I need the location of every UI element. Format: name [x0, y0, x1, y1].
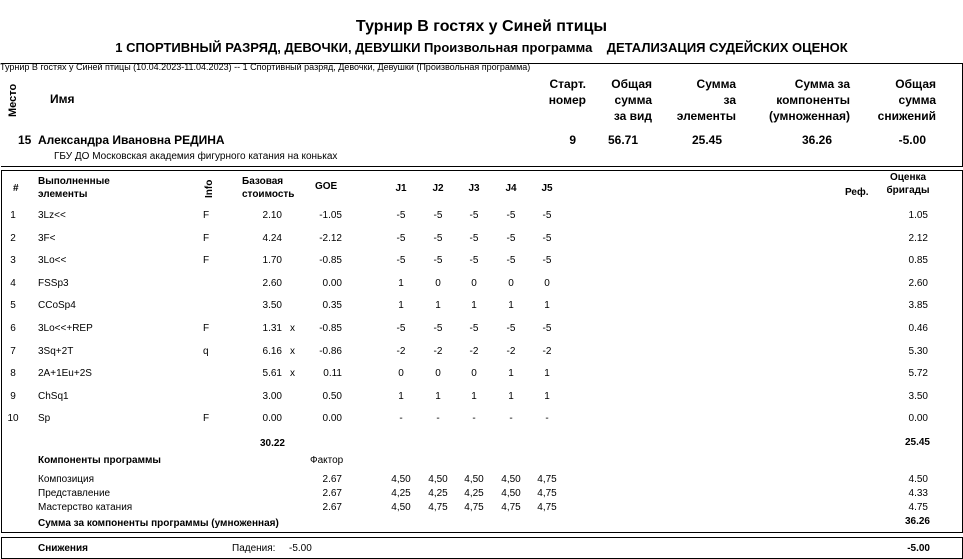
judge-score: -5: [433, 255, 443, 266]
judge-score: 1: [435, 300, 441, 311]
element-x-mark: x: [290, 346, 295, 357]
element-name: 3Sq+2T: [38, 346, 74, 357]
page-subtitle: 1 СПОРТИВНЫЙ РАЗРЯД, ДЕВОЧКИ, ДЕВУШКИ Произвольная программа ДЕТАЛИЗАЦИЯ СУДЕЙСКИХ ОЦЕНОК: [115, 40, 848, 55]
judge-header: J5: [541, 183, 553, 194]
skater-tes: 25.45: [691, 133, 722, 147]
judge-score: -5: [396, 233, 406, 244]
element-name: Sp: [38, 413, 51, 424]
judge-score: -5: [396, 255, 406, 266]
component-judge-score: 4,75: [537, 502, 557, 513]
judge-score: -2: [542, 346, 552, 357]
skater-deductions: -5.00: [898, 133, 926, 147]
base-value-header: Базовая стоимость: [242, 176, 295, 200]
judge-score: 0: [471, 368, 477, 379]
judge-score: 1: [435, 391, 441, 402]
component-score: 4.50: [908, 474, 928, 485]
element-number: 1: [10, 210, 16, 221]
component-judge-score: 4,25: [464, 488, 484, 499]
pcs-total: 36.26: [904, 516, 930, 527]
event-line: Турнир В гостях у Синей птицы (10.04.2023-11.04.2023) -- 1 Спортивный разряд, Девочки, Девушки (Произвольная программа): [0, 62, 531, 72]
element-name: 3Lo<<: [38, 255, 67, 266]
judge-score: 1: [398, 278, 404, 289]
ref-header: Реф.: [845, 187, 869, 198]
component-name: Композиция: [38, 474, 95, 485]
judge-score: -5: [433, 323, 443, 334]
judge-score: 0: [435, 278, 441, 289]
judge-score: -2: [469, 346, 479, 357]
element-number: 9: [10, 391, 16, 402]
element-name: FSSp3: [38, 278, 69, 289]
judge-score: -2: [433, 346, 443, 357]
element-goe: 0.00: [322, 413, 342, 424]
component-judge-score: 4,75: [464, 502, 484, 513]
component-judge-score: 4,75: [537, 474, 557, 485]
judge-score: 1: [508, 368, 514, 379]
judge-score: 1: [471, 300, 477, 311]
falls-value: -5.00: [289, 543, 312, 554]
element-number: 5: [10, 300, 16, 311]
element-base-value: 3.50: [262, 300, 282, 311]
element-name: 3F<: [38, 233, 56, 244]
element-name: 3Lo<<+REP: [38, 323, 93, 334]
component-judge-score: 4,25: [428, 488, 448, 499]
component-judge-score: 4,50: [391, 474, 411, 485]
element-base-value: 5.61: [262, 368, 282, 379]
skater-total: 56.71: [607, 133, 638, 147]
judge-score: -5: [542, 233, 552, 244]
tes-total: 25.45: [904, 437, 930, 448]
element-goe: -2.12: [319, 233, 342, 244]
judge-score: -5: [506, 323, 516, 334]
judge-score: -5: [433, 210, 443, 221]
element-number: 10: [7, 413, 19, 424]
element-x-mark: x: [290, 323, 295, 334]
element-panel-score: 0.85: [908, 255, 928, 266]
element-info: F: [203, 210, 210, 221]
element-panel-score: 3.50: [908, 391, 928, 402]
judge-score: -: [509, 413, 513, 424]
judge-header: J2: [432, 183, 444, 194]
deductions-header: Общая сумма снижений: [877, 77, 936, 123]
component-name: Мастерство катания: [38, 502, 133, 513]
judge-score: -: [436, 413, 440, 424]
element-panel-score: 5.72: [908, 368, 928, 379]
judge-score: -5: [506, 255, 516, 266]
component-factor: 2.67: [322, 502, 342, 513]
element-name: 3Lz<<: [38, 210, 66, 221]
goe-header: GOE: [315, 181, 338, 192]
skater-pcs: 36.26: [801, 133, 832, 147]
component-judge-score: 4,75: [501, 502, 521, 513]
element-info: F: [203, 413, 210, 424]
judge-score: -5: [506, 233, 516, 244]
judge-score: -5: [396, 210, 406, 221]
element-number: 4: [10, 278, 16, 289]
skater-start-number: 9: [569, 133, 576, 147]
element-info: q: [203, 346, 209, 357]
element-goe: -1.05: [319, 210, 342, 221]
element-base-value: 4.24: [262, 233, 282, 244]
element-number: 2: [10, 233, 16, 244]
element-number: 7: [10, 346, 16, 357]
base-total: 30.22: [259, 438, 285, 449]
element-panel-score: 3.85: [908, 300, 928, 311]
page-title: Турнир В гостях у Синей птицы: [355, 18, 608, 35]
element-name: 2A+1Eu+2S: [38, 368, 92, 379]
info-header: Info: [204, 179, 215, 198]
judge-score: -5: [469, 323, 479, 334]
element-panel-score: 0.46: [908, 323, 928, 334]
judge-score: -5: [542, 323, 552, 334]
element-name: CCoSp4: [38, 300, 76, 311]
judge-score: -5: [469, 255, 479, 266]
deductions-total: -5.00: [907, 543, 930, 554]
judge-score: 1: [471, 391, 477, 402]
start-number-header: Старт. номер: [548, 77, 586, 107]
judge-score: -5: [469, 233, 479, 244]
component-name: Представление: [38, 488, 111, 499]
element-x-mark: x: [290, 368, 295, 379]
element-panel-score: 2.12: [908, 233, 928, 244]
judge-score: -5: [542, 210, 552, 221]
component-judge-score: 4,50: [464, 474, 484, 485]
judge-header: J1: [395, 183, 407, 194]
skater-name: Александра Ивановна РЕДИНА: [38, 133, 225, 147]
judge-score: 0: [508, 278, 514, 289]
judge-score: -5: [542, 255, 552, 266]
judge-score: 1: [544, 300, 550, 311]
judge-score: 1: [398, 300, 404, 311]
element-goe: -0.85: [319, 255, 342, 266]
total-score-header: Общая сумма за вид: [611, 77, 652, 123]
judge-header: J4: [505, 183, 517, 194]
element-base-value: 2.10: [262, 210, 282, 221]
element-base-value: 6.16: [262, 346, 282, 357]
tes-header: Сумма за элементы: [676, 77, 736, 123]
judge-score: 1: [398, 391, 404, 402]
element-goe: 0.00: [322, 278, 342, 289]
pcs-total-label: Сумма за компоненты программы (умноженная): [38, 518, 279, 529]
element-goe: 0.11: [323, 368, 342, 379]
element-number: 8: [10, 368, 16, 379]
component-judge-score: 4,50: [501, 488, 521, 499]
judge-score: 1: [508, 300, 514, 311]
element-panel-score: 1.05: [908, 210, 928, 221]
judge-score: -5: [396, 323, 406, 334]
component-judge-score: 4,50: [501, 474, 521, 485]
element-info: F: [203, 323, 210, 334]
factor-header: Фактор: [310, 455, 344, 466]
num-header: #: [13, 183, 19, 194]
judge-score: -5: [506, 210, 516, 221]
components-header: Компоненты программы: [38, 455, 161, 466]
name-header: Имя: [50, 92, 75, 106]
deductions-box: [1, 537, 963, 559]
element-name: ChSq1: [38, 391, 69, 402]
pcs-header: Сумма за компоненты (умноженная): [769, 77, 850, 123]
element-goe: 0.50: [322, 391, 342, 402]
component-judge-score: 4,50: [391, 502, 411, 513]
judge-score: 0: [398, 368, 404, 379]
element-base-value: 3.00: [262, 391, 282, 402]
element-base-value: 0.00: [262, 413, 282, 424]
component-score: 4.75: [908, 502, 928, 513]
component-factor: 2.67: [322, 474, 342, 485]
component-judge-score: 4,50: [428, 474, 448, 485]
element-info: F: [203, 233, 210, 244]
judge-score: 1: [508, 391, 514, 402]
judge-score: 0: [544, 278, 550, 289]
element-base-value: 1.70: [262, 255, 282, 266]
judge-score: -2: [506, 346, 516, 357]
judge-score: 0: [471, 278, 477, 289]
element-goe: 0.35: [322, 300, 342, 311]
skater-club: ГБУ ДО Московская академия фигурного катания на коньках: [54, 151, 338, 162]
judge-score: -: [399, 413, 403, 424]
place-header: Место: [7, 83, 19, 117]
element-panel-score: 2.60: [908, 278, 928, 289]
element-base-value: 1.31: [262, 323, 282, 334]
skater-place: 15: [18, 133, 32, 147]
judge-score: -5: [433, 233, 443, 244]
judge-score: -: [472, 413, 476, 424]
element-number: 3: [10, 255, 16, 266]
judge-score: 1: [544, 391, 550, 402]
judge-score: -5: [469, 210, 479, 221]
judge-header: J3: [468, 183, 480, 194]
judge-score: -2: [396, 346, 406, 357]
element-goe: -0.86: [319, 346, 342, 357]
judge-score: -: [545, 413, 549, 424]
judge-score: 1: [544, 368, 550, 379]
element-base-value: 2.60: [262, 278, 282, 289]
element-goe: -0.85: [319, 323, 342, 334]
component-factor: 2.67: [322, 488, 342, 499]
element-panel-score: 0.00: [908, 413, 928, 424]
panel-score-header: Оценка бригады: [886, 172, 930, 196]
component-judge-score: 4,25: [391, 488, 411, 499]
element-info: F: [203, 255, 210, 266]
falls-label: Падения:: [232, 543, 276, 554]
component-judge-score: 4,75: [428, 502, 448, 513]
judge-score: 0: [435, 368, 441, 379]
element-number: 6: [10, 323, 16, 334]
deductions-label: Снижения: [38, 543, 88, 554]
element-panel-score: 5.30: [908, 346, 928, 357]
element-header: Выполненные элементы: [38, 176, 110, 200]
component-score: 4.33: [908, 488, 928, 499]
component-judge-score: 4,75: [537, 488, 557, 499]
